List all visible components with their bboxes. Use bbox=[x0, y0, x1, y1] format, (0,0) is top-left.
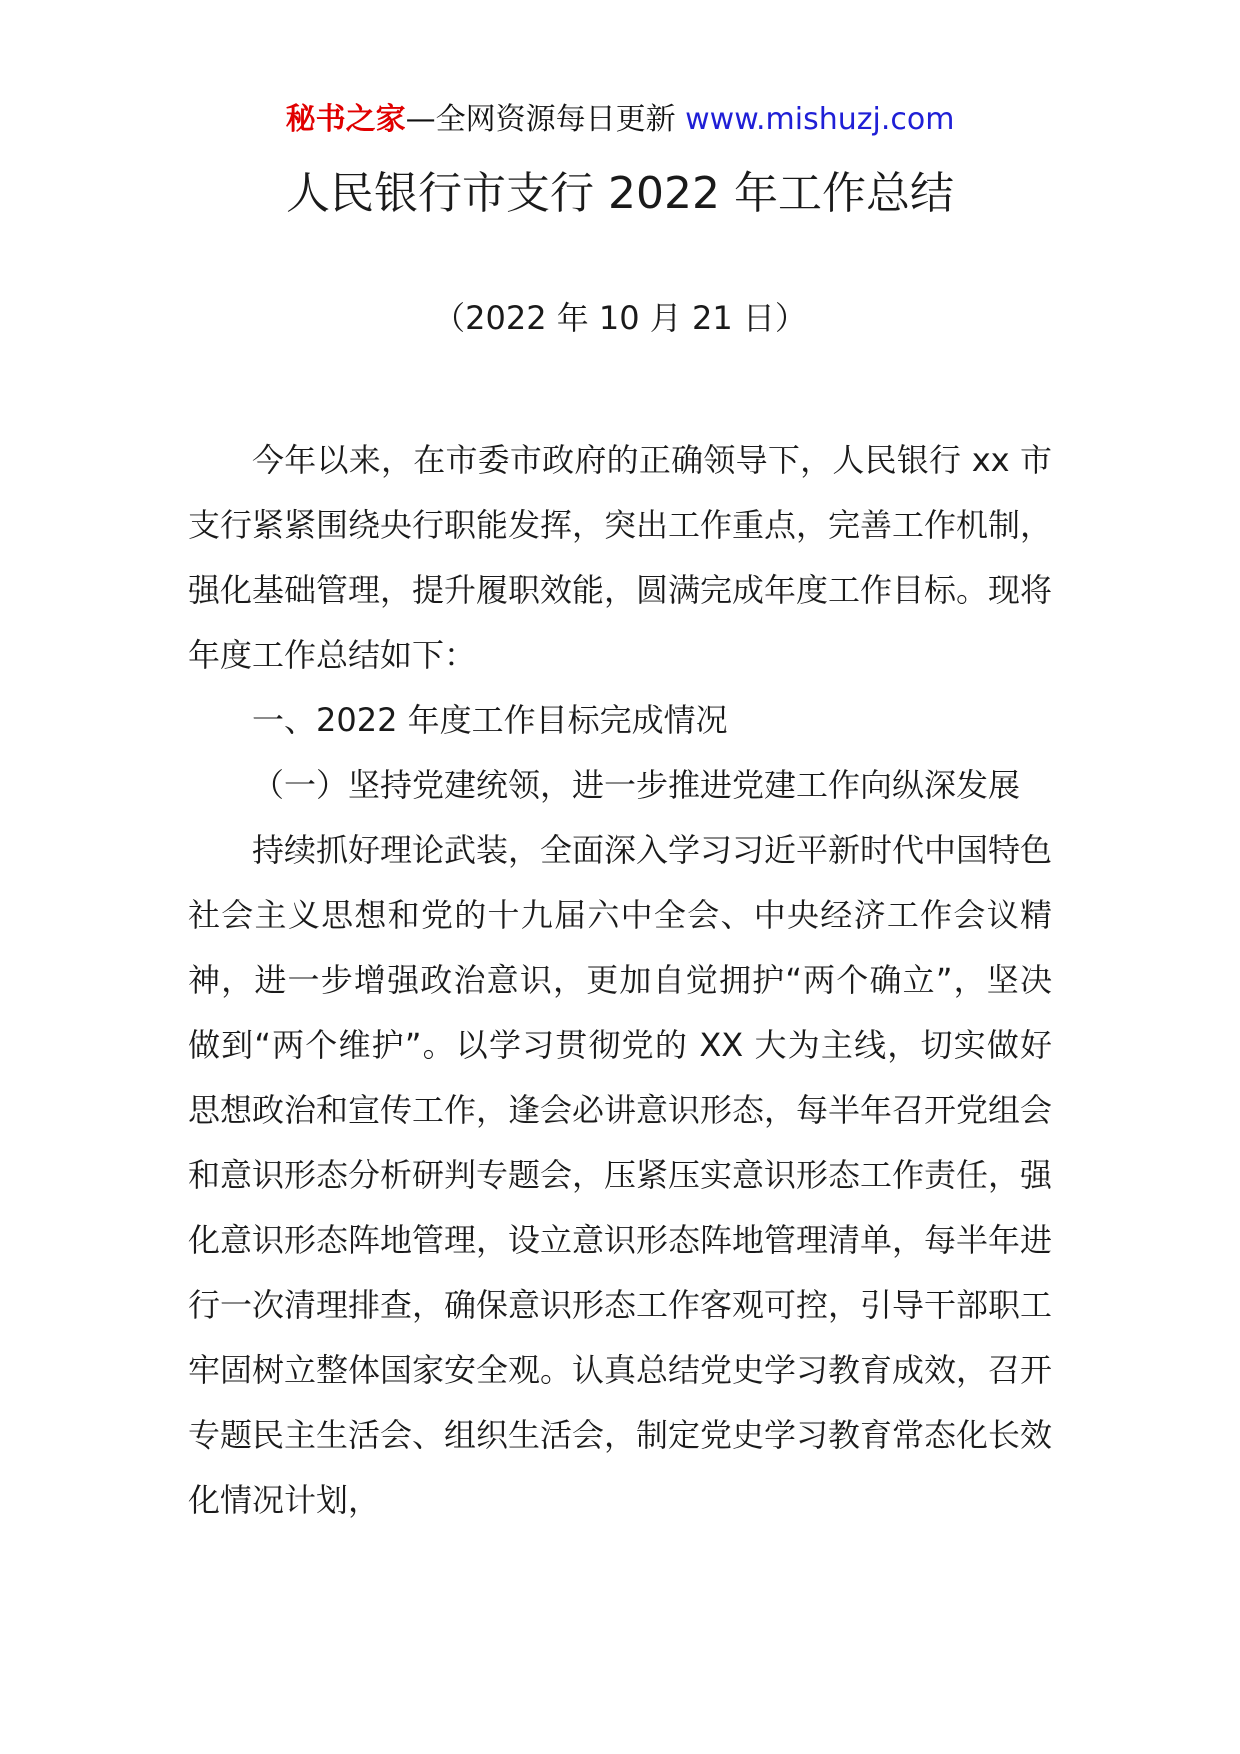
body-paragraph: 持续抓好理论武装，全面深入学习习近平新时代中国特色社会主义思想和党的十九届六中全会、中央经济工作会议精神，进一步增强政治意识，更加自觉拥护“两个确立”，坚决做到“两个维护”。以学习贯彻党的 XX 大为主线，切实做好思想政治和宣传工作，逢会必讲意识形态，每半年召开党组会和意识形态分析研判专题会，压紧压实意识形态工作责任，强化意识形态阵地管理，设立意识形态阵地管理清单，每半年进行一次清理排查，确保意识形态工作客观可控，引导干部职工牢固树立整体国家安全观。认真总结党史学习教育成效，召开专题民主生活会、组织生活会，制定党史学习教育常态化长效化情况计划， bbox=[188, 831, 1053, 1519]
site-brand: 秘书之家 bbox=[285, 102, 406, 137]
section-heading: 一、2022 年度工作目标完成情况 bbox=[252, 701, 728, 739]
intro-paragraph: 今年以来，在市委市政府的正确领导下，人民银行 xx 市支行紧紧围绕央行职能发挥，突出工作重点，完善工作机制，强化基础管理，提升履职效能，圆满完成年度工作目标。现将年度工作总结如下： bbox=[188, 441, 1053, 674]
document-date: （2022 年 10 月 21 日） bbox=[433, 299, 807, 337]
document-title: 人民银行市支行 2022 年工作总结 bbox=[286, 168, 954, 219]
site-url-link[interactable]: www.mishuzj.com bbox=[685, 102, 955, 137]
subsection-heading: （一）坚持党建统领，进一步推进党建工作向纵深发展 bbox=[252, 766, 1021, 804]
site-tagline: —全网资源每日更新 bbox=[405, 102, 676, 137]
document-body bbox=[188, 428, 1052, 1533]
site-header bbox=[0, 100, 1240, 140]
